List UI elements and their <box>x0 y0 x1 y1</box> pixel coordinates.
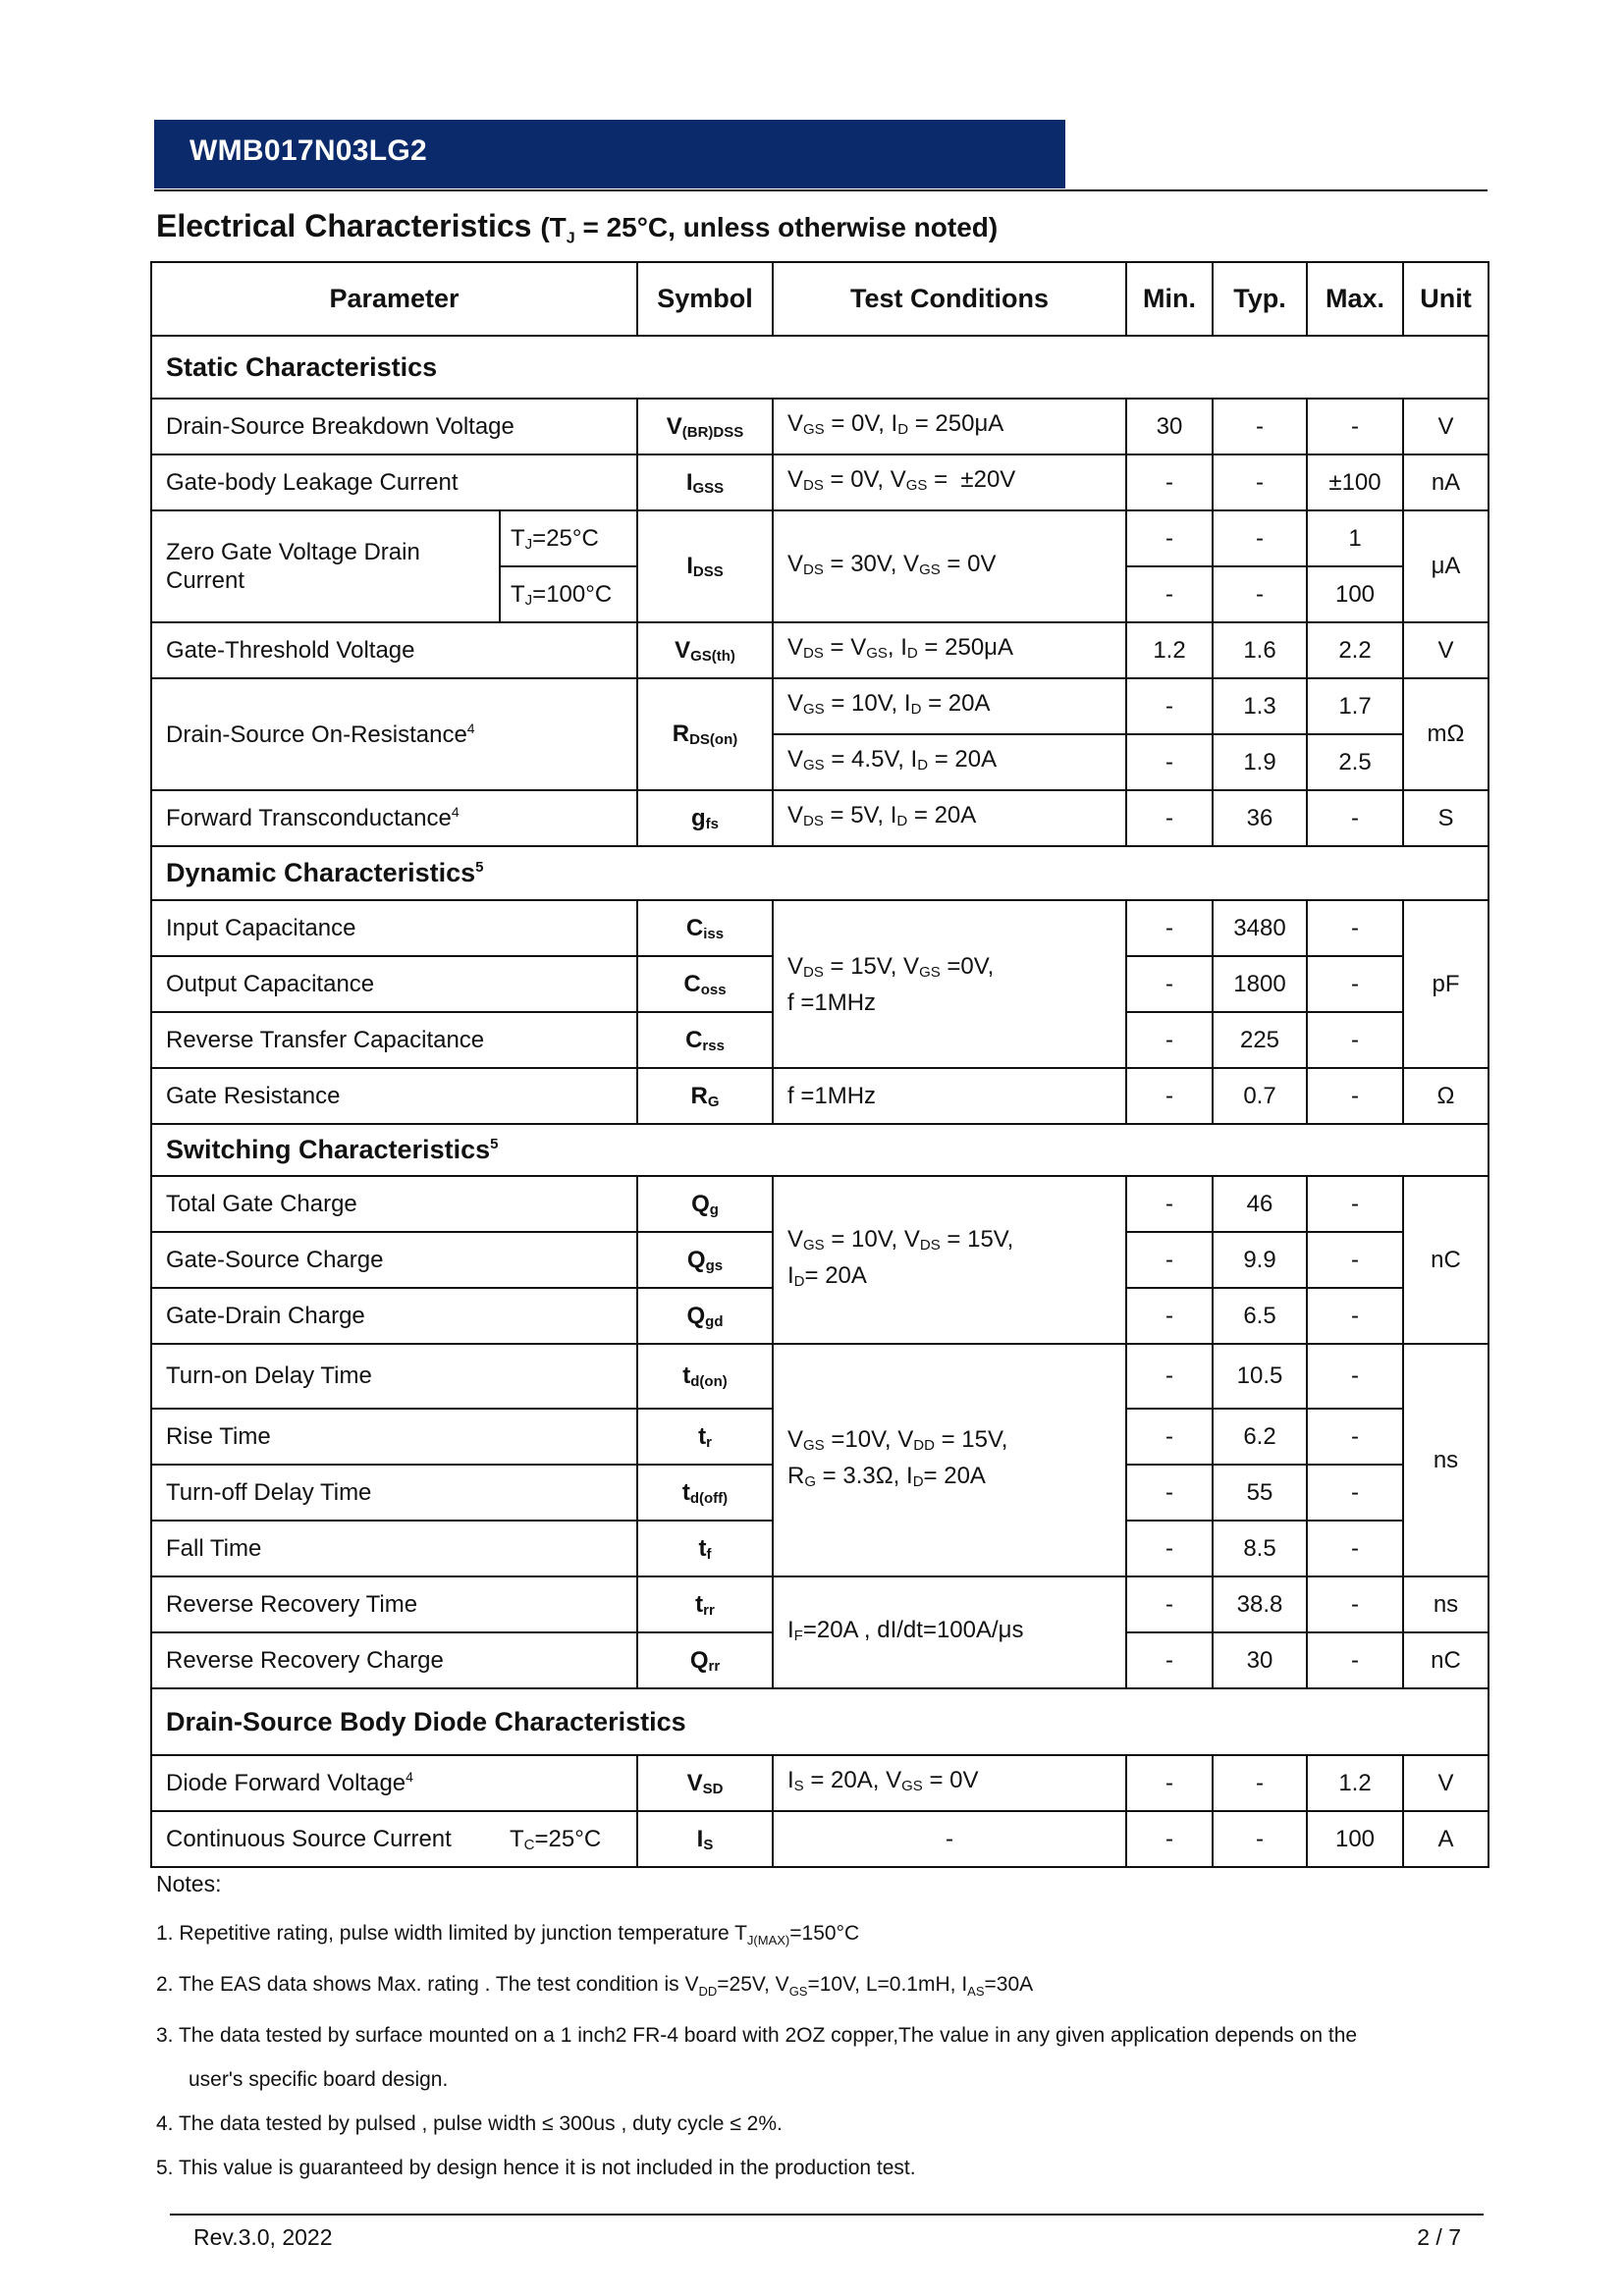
condition-cell: - <box>773 1811 1126 1867</box>
max-cell: - <box>1307 790 1403 846</box>
param-cell: Total Gate Charge <box>151 1176 637 1232</box>
col-unit: Unit <box>1403 262 1489 336</box>
symbol-cell: $t_r$ <box>637 1409 773 1465</box>
unit-cell: V <box>1403 399 1489 454</box>
typ-cell: 38.8 <box>1213 1576 1307 1632</box>
part-number-banner <box>154 120 1065 188</box>
condition-cell: $V_{GS} = 0V$, $I_D = 250\mu A$ <box>773 399 1126 454</box>
group-row <box>151 1124 1489 1176</box>
param-cell: Reverse Recovery Time <box>151 1576 637 1632</box>
typ-cell: - <box>1213 1811 1307 1867</box>
max-cell: - <box>1307 956 1403 1012</box>
temp-cell: $T_J=25^\circ C$ <box>500 510 637 566</box>
unit-cell: V <box>1403 622 1489 678</box>
temp-cell: $T_C=25^\circ C$ <box>500 1811 637 1867</box>
table-row <box>151 510 1489 566</box>
unit-cell: pF <box>1403 900 1489 1068</box>
max-cell: 1 <box>1307 510 1403 566</box>
typ-cell: - <box>1213 1755 1307 1811</box>
symbol-cell: $Q_{gd}$ <box>637 1288 773 1344</box>
table-row <box>151 790 1489 846</box>
typ-cell: 6.5 <box>1213 1288 1307 1344</box>
param-cell: Gate-Threshold Voltage <box>151 622 637 678</box>
symbol-cell: $t_{d(on)}$ <box>637 1344 773 1409</box>
temp-cell: $T_J=100^\circ C$ <box>500 566 637 622</box>
min-cell: - <box>1126 1632 1213 1688</box>
max-cell: - <box>1307 1632 1403 1688</box>
typ-cell: 1800 <box>1213 956 1307 1012</box>
param-cell: Drain-Source On-Resistance$^4$ <box>151 678 637 790</box>
condition-cell: $V_{GS} = 10V$, $V_{DS} = 15V$, $I_D= 20A$ <box>773 1176 1126 1344</box>
condition-cell: $I_S = 20A$, $V_{GS} = 0V$ <box>773 1755 1126 1811</box>
min-cell: - <box>1126 1755 1213 1811</box>
note-item: 1. Repetitive rating, pulse width limited by junction temperature $T_{J(MAX)}=150^\circ C$ <box>156 1922 860 1949</box>
col-min: Min. <box>1126 262 1213 336</box>
max-cell: - <box>1307 1409 1403 1465</box>
typ-cell: 1.3 <box>1213 678 1307 734</box>
note-item: 5. This value is guaranteed by design hence it is not included in the production test. <box>156 2157 916 2180</box>
param-cell: Gate-body Leakage Current <box>151 454 637 510</box>
typ-cell: 30 <box>1213 1632 1307 1688</box>
condition-cell: $V_{GS} = 10V$, $I_D = 20A$ <box>773 678 1126 734</box>
min-cell: - <box>1126 1288 1213 1344</box>
table-row <box>151 1576 1489 1632</box>
min-cell: - <box>1126 566 1213 622</box>
max-cell: - <box>1307 1576 1403 1632</box>
symbol-cell: $Q_{gs}$ <box>637 1232 773 1288</box>
symbol-cell: $I_{DSS}$ <box>637 510 773 622</box>
unit-cell: ns <box>1403 1576 1489 1632</box>
note-item: 2. The EAS data shows Max. rating . The test condition is $V_{DD}=25V$, $V_{GS}=10V$, L=0.1mH, $I_{AS}=30A$ <box>156 1973 1034 2000</box>
min-cell: - <box>1126 1811 1213 1867</box>
max-cell: - <box>1307 1344 1403 1409</box>
min-cell: - <box>1126 1068 1213 1124</box>
condition-cell: $V_{DS} = V_{GS}$, $I_D = 250\mu A$ <box>773 622 1126 678</box>
param-cell: Continuous Source Current <box>151 1811 500 1867</box>
max-cell: - <box>1307 1465 1403 1521</box>
symbol-cell: $t_f$ <box>637 1521 773 1576</box>
notes-section <box>156 1871 1491 2190</box>
param-cell: Gate-Source Charge <box>151 1232 637 1288</box>
unit-cell: Ω <box>1403 1068 1489 1124</box>
typ-cell: 1.6 <box>1213 622 1307 678</box>
unit-cell: nC <box>1403 1176 1489 1344</box>
typ-cell: - <box>1213 454 1307 510</box>
footer-revision: Rev.3.0, 2022 <box>193 2224 333 2250</box>
symbol-cell: $V_{SD}$ <box>637 1755 773 1811</box>
param-cell: Input Capacitance <box>151 900 637 956</box>
symbol-cell: $Q_{rr}$ <box>637 1632 773 1688</box>
symbol-cell: $R_{DS(on)}$ <box>637 678 773 790</box>
param-cell: Rise Time <box>151 1409 637 1465</box>
group-diode: Drain-Source Body Diode Characteristics <box>151 1688 1489 1755</box>
symbol-cell: $C_{iss}$ <box>637 900 773 956</box>
notes-header: Notes: <box>156 1871 222 1896</box>
symbol-cell: $I_S$ <box>637 1811 773 1867</box>
max-cell: ±100 <box>1307 454 1403 510</box>
symbol-cell: $t_{d(off)}$ <box>637 1465 773 1521</box>
max-cell: 1.2 <box>1307 1755 1403 1811</box>
section-title <box>156 208 998 248</box>
min-cell: - <box>1126 956 1213 1012</box>
section-title-condition: ($T_J = 25^\circ C$, unless otherwise noted) <box>540 212 999 247</box>
unit-cell: S <box>1403 790 1489 846</box>
symbol-cell: $g_{fs}$ <box>637 790 773 846</box>
section-title-main: Electrical Characteristics <box>156 208 532 243</box>
footer-page-number: 2 / 7 <box>1417 2224 1461 2250</box>
max-cell: - <box>1307 1232 1403 1288</box>
table-row <box>151 1176 1489 1232</box>
group-switching: Switching Characteristics$^5$ <box>151 1124 1489 1176</box>
param-cell: Drain-Source Breakdown Voltage <box>151 399 637 454</box>
symbol-cell: $Q_g$ <box>637 1176 773 1232</box>
typ-cell: 55 <box>1213 1465 1307 1521</box>
table-row <box>151 900 1489 956</box>
param-cell: Diode Forward Voltage$^4$ <box>151 1755 637 1811</box>
min-cell: - <box>1126 1409 1213 1465</box>
max-cell: 1.7 <box>1307 678 1403 734</box>
max-cell: - <box>1307 1012 1403 1068</box>
max-cell: 2.5 <box>1307 734 1403 790</box>
typ-cell: 3480 <box>1213 900 1307 956</box>
typ-cell: 36 <box>1213 790 1307 846</box>
param-cell: Zero Gate Voltage Drain Current <box>151 510 500 622</box>
condition-cell: $I_F=20A$ , dI/dt=100A/μs <box>773 1576 1126 1688</box>
note-item: 3. The data tested by surface mounted on a 1 inch2 FR-4 board with 2OZ copper,The value in any given application depends on the <box>156 2024 1358 2048</box>
min-cell: - <box>1126 1176 1213 1232</box>
typ-cell: 225 <box>1213 1012 1307 1068</box>
min-cell: - <box>1126 1344 1213 1409</box>
symbol-cell: $C_{rss}$ <box>637 1012 773 1068</box>
max-cell: - <box>1307 399 1403 454</box>
condition-cell: $V_{GS} = 4.5V$, $I_D = 20A$ <box>773 734 1126 790</box>
param-cell: Reverse Recovery Charge <box>151 1632 637 1688</box>
table-row <box>151 399 1489 454</box>
unit-cell: nC <box>1403 1632 1489 1688</box>
condition-cell: f =1MHz <box>773 1068 1126 1124</box>
table-row <box>151 622 1489 678</box>
min-cell: - <box>1126 1232 1213 1288</box>
unit-cell: mΩ <box>1403 678 1489 790</box>
footer-rule <box>170 2214 1484 2216</box>
max-cell: - <box>1307 1176 1403 1232</box>
group-row <box>151 846 1489 900</box>
max-cell: 100 <box>1307 1811 1403 1867</box>
typ-cell: 10.5 <box>1213 1344 1307 1409</box>
symbol-cell: $I_{GSS}$ <box>637 454 773 510</box>
unit-cell: A <box>1403 1811 1489 1867</box>
max-cell: - <box>1307 900 1403 956</box>
condition-cell: $V_{DS} = 30V$, $V_{GS} = 0V$ <box>773 510 1126 622</box>
group-dynamic: Dynamic Characteristics$^5$ <box>151 846 1489 900</box>
min-cell: - <box>1126 1521 1213 1576</box>
max-cell: - <box>1307 1521 1403 1576</box>
typ-cell: 8.5 <box>1213 1521 1307 1576</box>
unit-cell: μA <box>1403 510 1489 622</box>
param-cell: Turn-on Delay Time <box>151 1344 637 1409</box>
param-cell: Gate-Drain Charge <box>151 1288 637 1344</box>
typ-cell: 1.9 <box>1213 734 1307 790</box>
min-cell: - <box>1126 790 1213 846</box>
condition-cell: $V_{DS} = 5V$, $I_D = 20A$ <box>773 790 1126 846</box>
table-row <box>151 1755 1489 1811</box>
min-cell: 1.2 <box>1126 622 1213 678</box>
param-cell: Fall Time <box>151 1521 637 1576</box>
max-cell: 2.2 <box>1307 622 1403 678</box>
header-rule <box>154 189 1488 191</box>
min-cell: - <box>1126 1465 1213 1521</box>
typ-cell: - <box>1213 510 1307 566</box>
max-cell: - <box>1307 1288 1403 1344</box>
condition-cell: $V_{DS} = 0V$, $V_{GS} = \pm 20V$ <box>773 454 1126 510</box>
min-cell: - <box>1126 1576 1213 1632</box>
col-max: Max. <box>1307 262 1403 336</box>
param-cell: Reverse Transfer Capacitance <box>151 1012 637 1068</box>
col-parameter: Parameter <box>151 262 637 336</box>
param-cell: Forward Transconductance$^4$ <box>151 790 637 846</box>
typ-cell: 9.9 <box>1213 1232 1307 1288</box>
typ-cell: - <box>1213 399 1307 454</box>
group-static: Static Characteristics <box>151 336 1489 399</box>
col-typ: Typ. <box>1213 262 1307 336</box>
param-cell: Gate Resistance <box>151 1068 637 1124</box>
typ-cell: - <box>1213 566 1307 622</box>
table-row <box>151 1068 1489 1124</box>
min-cell: - <box>1126 734 1213 790</box>
part-number: WMB017N03LG2 <box>189 134 428 167</box>
symbol-cell: $R_G$ <box>637 1068 773 1124</box>
param-cell: Output Capacitance <box>151 956 637 1012</box>
group-row <box>151 336 1489 399</box>
symbol-cell: $C_{oss}$ <box>637 956 773 1012</box>
table-row <box>151 1811 1489 1867</box>
min-cell: - <box>1126 510 1213 566</box>
electrical-characteristics-table <box>150 261 1489 1868</box>
min-cell: 30 <box>1126 399 1213 454</box>
typ-cell: 46 <box>1213 1176 1307 1232</box>
min-cell: - <box>1126 1012 1213 1068</box>
note-item: 4. The data tested by pulsed , pulse width ≤ 300us , duty cycle ≤ 2%. <box>156 2112 783 2136</box>
param-cell: Turn-off Delay Time <box>151 1465 637 1521</box>
condition-cell: $V_{GS} =10V$, $V_{DD} = 15V$, $R_G = 3.3\Omega$, $I_D= 20A$ <box>773 1344 1126 1576</box>
unit-cell: ns <box>1403 1344 1489 1576</box>
min-cell: - <box>1126 678 1213 734</box>
unit-cell: nA <box>1403 454 1489 510</box>
table-header-row <box>151 262 1489 336</box>
typ-cell: 6.2 <box>1213 1409 1307 1465</box>
max-cell: 100 <box>1307 566 1403 622</box>
group-row <box>151 1688 1489 1755</box>
min-cell: - <box>1126 900 1213 956</box>
unit-cell: V <box>1403 1755 1489 1811</box>
table-row <box>151 678 1489 734</box>
table-row <box>151 454 1489 510</box>
col-test-conditions: Test Conditions <box>773 262 1126 336</box>
col-symbol: Symbol <box>637 262 773 336</box>
symbol-cell: $V_{GS(th)}$ <box>637 622 773 678</box>
typ-cell: 0.7 <box>1213 1068 1307 1124</box>
note-item-continued: user's specific board design. <box>189 2068 449 2092</box>
condition-cell: $V_{DS} = 15V$, $V_{GS} =0V$, f =1MHz <box>773 900 1126 1068</box>
table-row <box>151 1344 1489 1409</box>
symbol-cell: $V_{(BR)DSS}$ <box>637 399 773 454</box>
min-cell: - <box>1126 454 1213 510</box>
max-cell: - <box>1307 1068 1403 1124</box>
symbol-cell: $t_{rr}$ <box>637 1576 773 1632</box>
